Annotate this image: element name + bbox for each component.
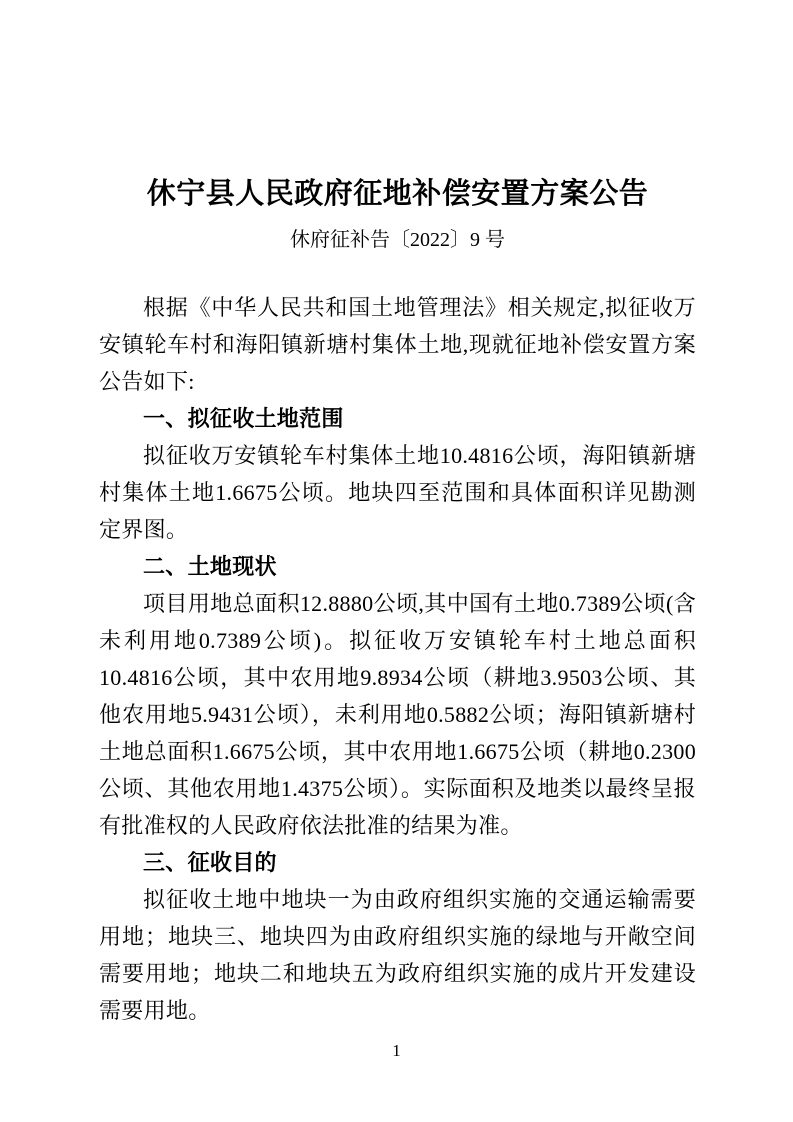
page-number: 1 (392, 1041, 401, 1060)
section-2-paragraph: 项目用地总面积12.8880公顷,其中国有土地0.7389公顷(含未利用地0.7389公顷)。拟征收万安镇轮车村土地总面积10.4816公顷，其中农用地9.8934公顷（耕地3.9503公顷、其他农用地5.9431公顷），未利用地0.5882公顷；海阳镇新塘村土地总面积1.6675公顷，其中农用地1.6675公顷（耕地0.2300公顷、其他农用地1.4375公顷）。实际面积及地类以最终呈报有批准权的人民政府依法批准的结果为准。 (99, 591, 696, 838)
section-2-heading: 二、土地现状 (143, 554, 277, 579)
section-1-heading: 一、拟征收土地范围 (143, 406, 344, 431)
section-3-paragraph: 拟征收土地中地块一为由政府组织实施的交通运输需要用地；地块三、地块四为由政府组织实施的绿地与开敞空间需要用地；地块二和地块五为政府组织实施的成片开发建设需要用地。 (99, 887, 696, 1023)
document-body (99, 289, 696, 1029)
intro-paragraph: 根据《中华人民共和国土地管理法》相关规定,拟征收万安镇轮车村和海阳镇新塘村集体土地,现就征地补偿安置方案公告如下: (99, 295, 696, 394)
document-title: 休宁县人民政府征地补偿安置方案公告 (146, 178, 649, 210)
document-number: 休府征补告〔2022〕9 号 (290, 229, 505, 251)
section-1-paragraph: 拟征收万安镇轮车村集体土地10.4816公顷，海阳镇新塘村集体土地1.6675公顷。地块四至范围和具体面积详见勘测定界图。 (99, 443, 696, 542)
section-3-heading: 三、征收目的 (143, 850, 277, 875)
